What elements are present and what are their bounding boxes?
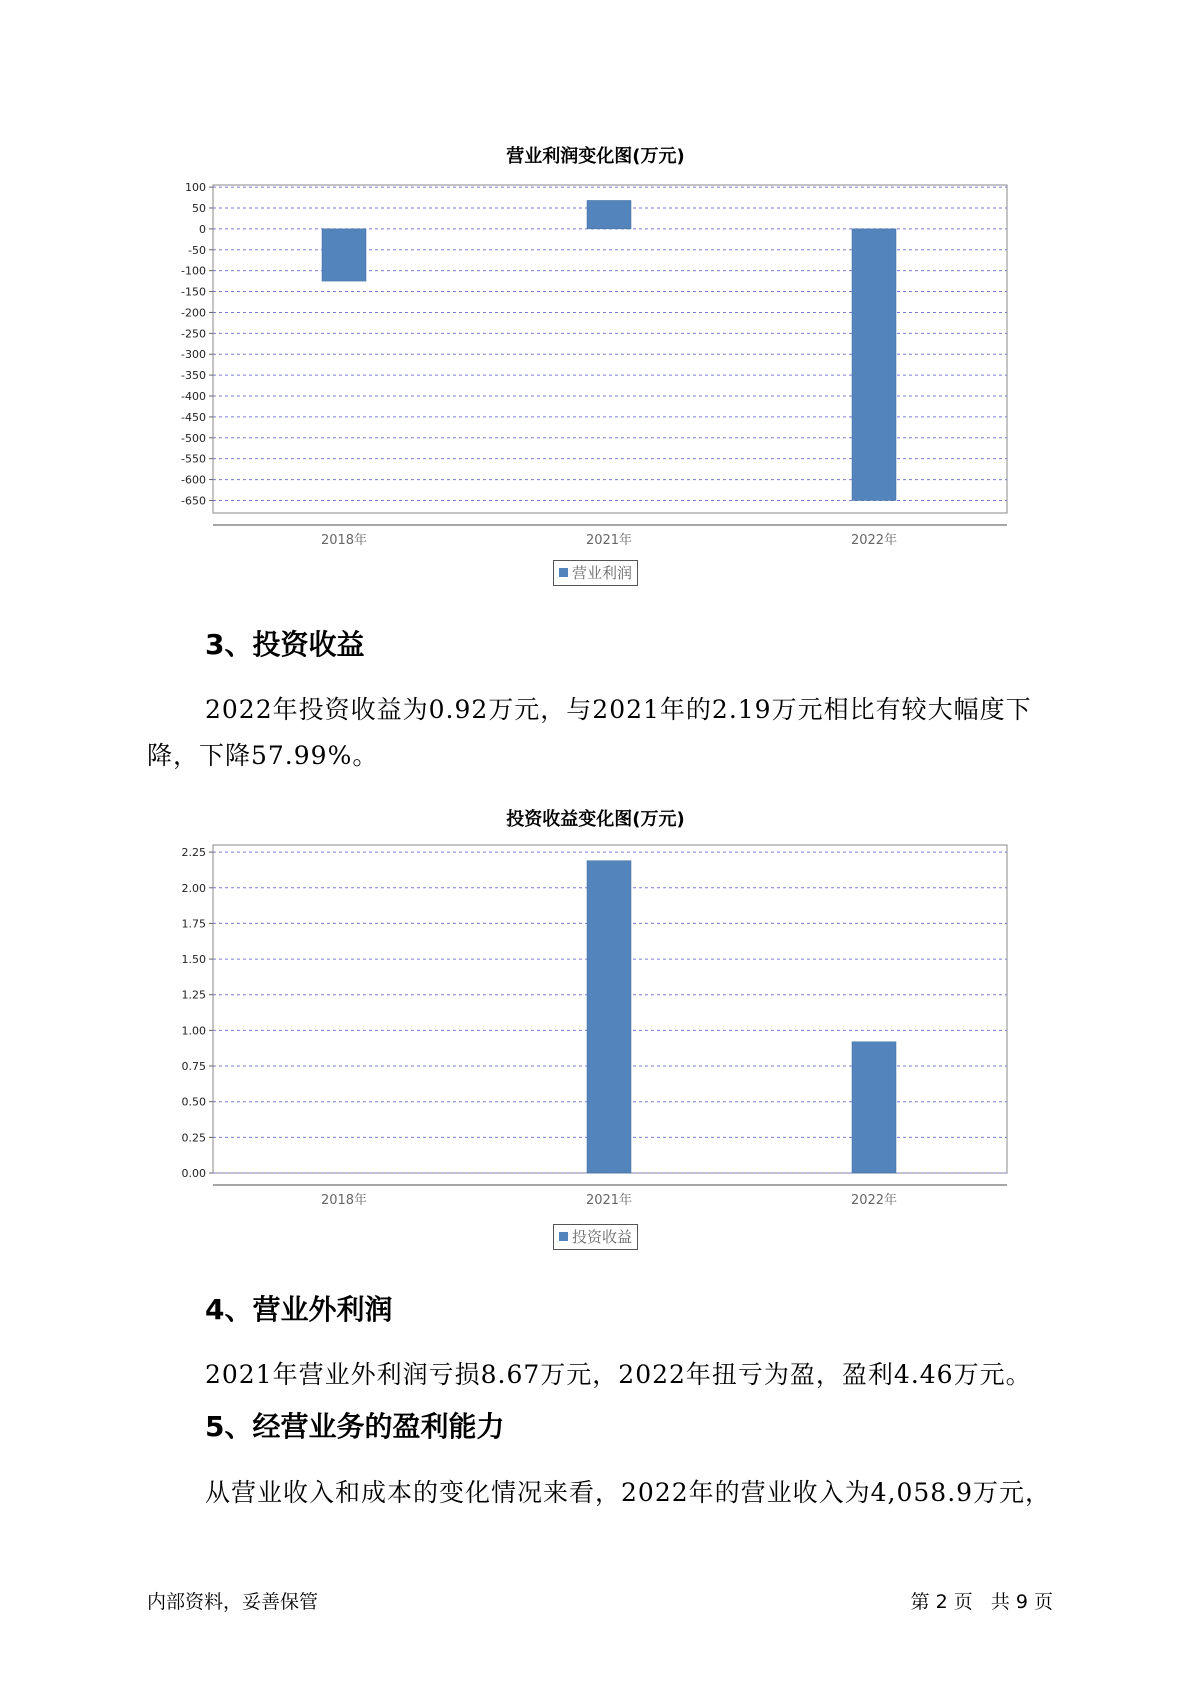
legend-swatch-icon [559,1232,568,1241]
y-tick-label: 0 [199,222,206,236]
x-tick-label: 2018年 [320,533,368,548]
chart2-legend-label: 投资收益 [572,1228,633,1246]
bar-2018年 [322,229,366,281]
section-3-heading: 3、投资收益 [205,628,365,661]
y-tick-label: -550 [181,452,206,466]
y-tick-label: -300 [181,348,206,362]
x-tick-label: 2021年 [585,1193,633,1208]
y-tick-label: 0.00 [181,1167,206,1180]
operating-profit-chart [0,0,1191,560]
section-3-paragraph-line-2: 降，下降57.99%。 [147,741,379,770]
section-5-paragraph: 从营业收入和成本的变化情况来看，2022年的营业收入为4,058.9万元， [205,1478,1052,1507]
y-tick-label: 0.50 [181,1095,206,1109]
y-tick-label: 1.75 [181,917,206,931]
y-tick-label: 2.25 [181,846,206,860]
investment-income-chart [0,820,1191,1220]
y-tick-label: 0.25 [181,1131,206,1145]
x-tick-label: 2022年 [850,533,898,548]
y-tick-label: -200 [181,306,206,320]
bar-2021年 [587,200,631,228]
y-tick-label: 100 [185,181,206,195]
y-tick-label: -650 [181,494,206,508]
bar-2022年 [852,229,896,501]
bar-2022年 [852,1042,896,1173]
section-4-heading: 4、营业外利润 [205,1293,393,1326]
y-tick-label: -250 [181,327,206,341]
chart2-title: 投资收益变化图(万元) [506,809,685,830]
footer-confidential-note: 内部资料，妥善保管 [147,1591,319,1613]
x-tick-label: 2021年 [585,533,633,548]
y-tick-label: -50 [188,243,206,257]
y-tick-label: -350 [181,369,206,383]
chart1-title: 营业利润变化图(万元) [506,146,685,167]
y-tick-label: 1.25 [181,988,206,1002]
legend-swatch-icon [559,568,568,577]
x-tick-label: 2018年 [320,1193,368,1208]
y-tick-label: -500 [181,431,206,445]
y-tick-label: 0.75 [181,1060,206,1074]
y-tick-label: 2.00 [181,881,206,895]
y-tick-label: -600 [181,473,206,487]
chart1-legend [553,560,638,586]
y-tick-label: 50 [192,201,206,215]
y-tick-label: -100 [181,264,206,278]
y-tick-label: 1.00 [181,1024,206,1038]
bar-2021年 [587,861,631,1173]
footer-page-number: 第 2 页 共 9 页 [910,1591,1053,1613]
y-tick-label: -150 [181,285,206,299]
chart2-legend [553,1224,638,1250]
y-tick-label: -400 [181,390,206,404]
section-4-paragraph: 2021年营业外利润亏损8.67万元，2022年扭亏为盈，盈利4.46万元。 [205,1360,1032,1389]
y-tick-label: -450 [181,410,206,424]
section-3-paragraph-line-1: 2022年投资收益为0.92万元，与2021年的2.19万元相比有较大幅度下 [205,695,1032,724]
chart1-legend-label: 营业利润 [572,564,633,582]
y-tick-label: 1.50 [181,953,206,967]
section-5-heading: 5、经营业务的盈利能力 [205,1410,505,1443]
x-tick-label: 2022年 [850,1193,898,1208]
